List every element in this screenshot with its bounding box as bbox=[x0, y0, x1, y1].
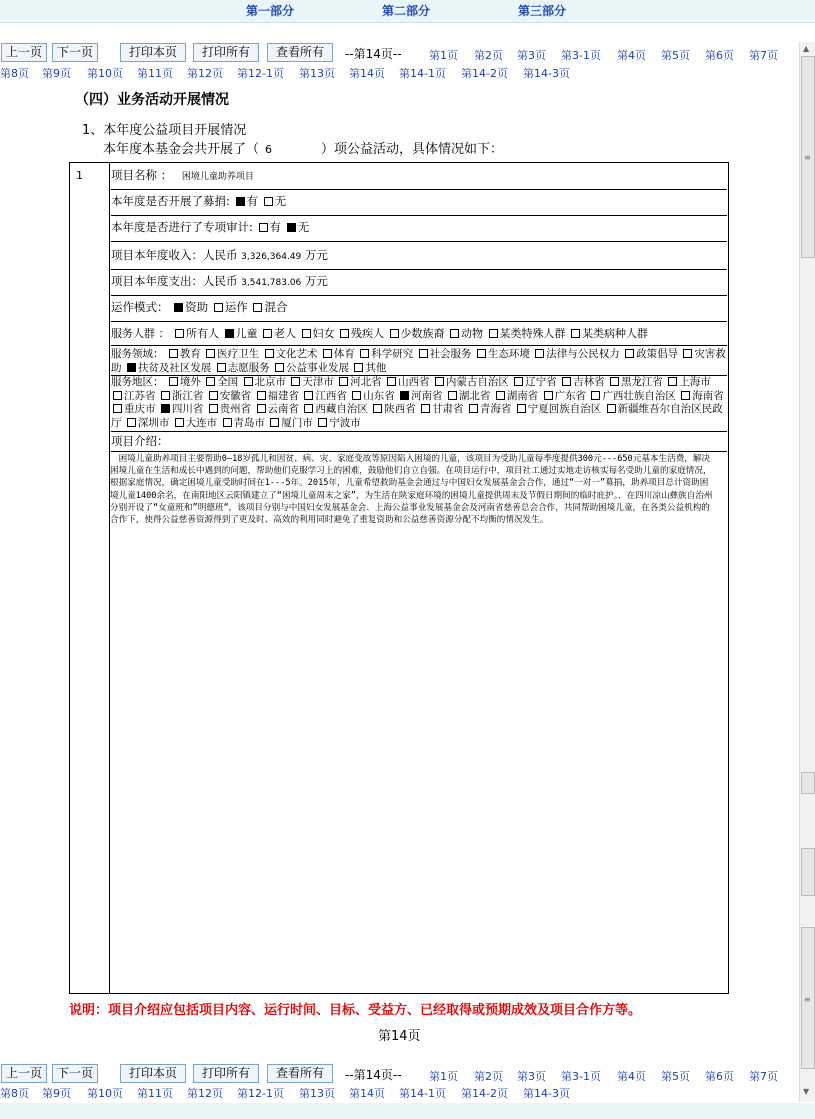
region-option: 吉林省 bbox=[573, 376, 605, 388]
region-option: 大连市 bbox=[185, 416, 218, 429]
next-page-button[interactable]: 下一页 bbox=[52, 43, 98, 62]
checkbox-empty-icon bbox=[352, 391, 361, 400]
page-link[interactable]: 第3-1页 bbox=[561, 1070, 601, 1083]
checkbox-empty-icon bbox=[681, 391, 690, 400]
page-link[interactable]: 第6页 bbox=[705, 1070, 734, 1083]
page-link[interactable]: 第14-2页 bbox=[461, 1087, 508, 1100]
checkbox-empty-icon bbox=[562, 377, 571, 386]
checkbox-empty-icon bbox=[209, 404, 218, 413]
checkbox-checked-icon bbox=[174, 303, 183, 312]
region-option: 浙江省 bbox=[171, 389, 204, 402]
field-option: 灾害救助 bbox=[111, 348, 726, 374]
crowd-option: 某类特殊人群 bbox=[499, 327, 566, 340]
project-name-label: 项目名称 ： bbox=[111, 168, 173, 182]
checkbox-empty-icon bbox=[477, 349, 486, 358]
checkbox-empty-icon bbox=[360, 349, 369, 358]
checkbox-empty-icon bbox=[450, 329, 459, 338]
checkbox-empty-icon bbox=[259, 223, 268, 232]
page-link[interactable]: 第3页 bbox=[517, 49, 546, 62]
checkbox-empty-icon bbox=[421, 404, 430, 413]
checkbox-empty-icon bbox=[607, 404, 616, 413]
checkbox-empty-icon bbox=[390, 329, 399, 338]
checkbox-empty-icon bbox=[113, 404, 122, 413]
regions-label: 服务地区： bbox=[111, 376, 164, 388]
checkbox-checked-icon bbox=[400, 391, 409, 400]
page-link[interactable]: 第12-1页 bbox=[237, 67, 284, 80]
region-option: 山东省 bbox=[363, 389, 395, 402]
yes-label: 有 bbox=[246, 194, 259, 208]
region-option: 湖南省 bbox=[506, 389, 539, 402]
checkbox-checked-icon bbox=[161, 404, 170, 413]
current-page-indicator: --第14页-- bbox=[345, 1068, 402, 1082]
region-option: 福建省 bbox=[267, 389, 300, 402]
expense-unit: 万元 bbox=[304, 274, 328, 288]
region-option: 辽宁省 bbox=[525, 376, 557, 388]
page-link[interactable]: 第9页 bbox=[42, 67, 71, 80]
field-option: 体育 bbox=[333, 348, 355, 360]
page-link[interactable]: 第2页 bbox=[474, 1070, 503, 1083]
bottom-bar bbox=[0, 1103, 815, 1119]
checkbox-empty-icon bbox=[340, 329, 349, 338]
checkbox-checked-icon bbox=[127, 363, 136, 372]
region-option: 上海市 bbox=[679, 376, 711, 388]
checkbox-empty-icon bbox=[435, 377, 444, 386]
region-option: 四川省 bbox=[171, 403, 204, 415]
page-link[interactable]: 第1页 bbox=[429, 49, 458, 62]
activity-count-line bbox=[103, 138, 503, 157]
prev-page-button[interactable]: 上一页 bbox=[1, 1064, 47, 1083]
page-link[interactable]: 第8页 bbox=[0, 67, 29, 80]
region-option: 全国 bbox=[217, 376, 239, 388]
project-table bbox=[69, 162, 729, 994]
view-all-button[interactable]: 查看所有 bbox=[267, 1064, 333, 1083]
checkbox-empty-icon bbox=[265, 349, 274, 358]
checkbox-empty-icon bbox=[489, 329, 498, 338]
checkbox-empty-icon bbox=[419, 349, 428, 358]
crowd-option: 妇女 bbox=[312, 327, 335, 340]
bottom-pagination-row2 bbox=[0, 1085, 800, 1101]
current-page-indicator: --第14页-- bbox=[345, 47, 402, 61]
field-option: 法律与公民权力 bbox=[546, 348, 620, 360]
region-option: 海南省 bbox=[692, 389, 724, 402]
page-link[interactable]: 第9页 bbox=[42, 1087, 71, 1100]
checkbox-empty-icon bbox=[544, 391, 553, 400]
scrollbar-thumb[interactable]: ≡ bbox=[801, 927, 815, 1069]
expense-row bbox=[111, 273, 727, 296]
fundraise-label: 本年度是否开展了募捐: bbox=[111, 194, 230, 208]
crowd-label: 服务人群 ： bbox=[111, 327, 170, 340]
checkbox-empty-icon bbox=[535, 349, 544, 358]
view-all-button[interactable]: 查看所有 bbox=[267, 43, 333, 62]
checkbox-empty-icon bbox=[304, 404, 313, 413]
expense-value: 3,541,783.06 bbox=[241, 278, 302, 288]
checkbox-empty-icon bbox=[270, 418, 279, 427]
page-link[interactable]: 第3-1页 bbox=[561, 49, 601, 62]
regions-row bbox=[111, 376, 727, 432]
page-link[interactable]: 第5页 bbox=[661, 1070, 690, 1083]
page-link[interactable]: 第13页 bbox=[299, 67, 335, 80]
checkbox-empty-icon bbox=[127, 418, 136, 427]
page-link[interactable]: 第6页 bbox=[705, 49, 734, 62]
yes-label: 有 bbox=[269, 220, 282, 234]
checkbox-empty-icon bbox=[253, 303, 262, 312]
checkbox-empty-icon bbox=[206, 349, 215, 358]
checkbox-empty-icon bbox=[206, 377, 215, 386]
checkbox-empty-icon bbox=[175, 329, 184, 338]
field-option: 志愿服务 bbox=[227, 362, 270, 374]
region-option: 河南省 bbox=[411, 389, 443, 402]
region-option: 深圳市 bbox=[137, 416, 170, 429]
checkbox-empty-icon bbox=[668, 377, 677, 386]
region-option: 境外 bbox=[179, 376, 201, 388]
project-name-value: 困境儿童助养项目 bbox=[181, 172, 254, 182]
checkbox-empty-icon bbox=[517, 404, 526, 413]
field-option: 公益事业发展 bbox=[286, 362, 350, 374]
checkbox-empty-icon bbox=[625, 349, 634, 358]
page-link[interactable]: 第14页 bbox=[349, 1087, 385, 1100]
checkbox-empty-icon bbox=[571, 329, 580, 338]
crowd-option: 动物 bbox=[461, 327, 483, 340]
intro-label: 项目介绍： bbox=[111, 434, 169, 448]
checkbox-empty-icon bbox=[302, 329, 311, 338]
page-link[interactable]: 第2页 bbox=[474, 49, 503, 62]
next-page-button[interactable]: 下一页 bbox=[52, 1064, 98, 1083]
checkbox-empty-icon bbox=[209, 391, 218, 400]
page-link[interactable]: 第14页 bbox=[349, 67, 385, 80]
vertical-scrollbar[interactable] bbox=[799, 42, 815, 1102]
region-option: 黑龙江省 bbox=[620, 376, 663, 388]
scrollbar-thumb[interactable] bbox=[801, 848, 815, 896]
region-option: 山西省 bbox=[398, 376, 430, 388]
checkbox-empty-icon bbox=[264, 197, 273, 206]
region-option: 西藏自治区 bbox=[315, 403, 368, 415]
audit-row bbox=[111, 219, 727, 242]
checkbox-empty-icon bbox=[291, 377, 300, 386]
region-option: 内蒙古自治区 bbox=[445, 376, 509, 388]
page-link[interactable]: 第5页 bbox=[661, 49, 690, 62]
field-option: 医疗卫生 bbox=[217, 348, 260, 360]
top-nav-part1[interactable]: 第一部分 bbox=[246, 4, 295, 18]
field-option: 科学研究 bbox=[371, 348, 414, 360]
row-number: 1 bbox=[76, 169, 83, 182]
prev-page-button[interactable]: 上一页 bbox=[1, 43, 47, 62]
checkbox-empty-icon bbox=[387, 377, 396, 386]
checkbox-empty-icon bbox=[244, 377, 253, 386]
expense-label: 项目本年度支出：人民币 bbox=[111, 274, 238, 288]
checkbox-checked-icon bbox=[225, 329, 234, 338]
checkbox-empty-icon bbox=[169, 349, 178, 358]
fields-label: 服务领域： bbox=[111, 348, 164, 360]
page-link[interactable]: 第11页 bbox=[137, 67, 173, 80]
audit-label: 本年度是否进行了专项审计: bbox=[111, 220, 253, 234]
page-link[interactable]: 第12页 bbox=[187, 1087, 223, 1100]
print-all-button[interactable]: 打印所有 bbox=[193, 43, 259, 62]
mode-option: 资助 bbox=[185, 300, 209, 314]
region-option: 天津市 bbox=[302, 376, 334, 388]
crowd-option: 老人 bbox=[274, 327, 296, 340]
checkbox-empty-icon bbox=[263, 329, 272, 338]
checkbox-empty-icon bbox=[113, 391, 122, 400]
field-option: 生态环境 bbox=[487, 348, 530, 360]
crowd-option: 残疾人 bbox=[351, 327, 384, 340]
page-link[interactable]: 第13页 bbox=[299, 1087, 335, 1100]
checkbox-empty-icon bbox=[275, 363, 284, 372]
row-number-cell bbox=[70, 163, 110, 993]
region-option: 北京市 bbox=[254, 376, 287, 388]
checkbox-checked-icon bbox=[236, 197, 245, 206]
top-nav-part3[interactable]: 第三部分 bbox=[518, 4, 567, 18]
checkbox-empty-icon bbox=[257, 404, 266, 413]
top-pagination bbox=[0, 43, 800, 63]
crowd-option: 少数族裔 bbox=[400, 327, 445, 340]
field-option: 其他 bbox=[365, 362, 387, 374]
region-option: 安徽省 bbox=[219, 389, 252, 402]
intro-label-row bbox=[111, 433, 727, 451]
fields-row bbox=[111, 347, 727, 376]
checkbox-empty-icon bbox=[496, 391, 505, 400]
page-link[interactable]: 第12页 bbox=[187, 67, 223, 80]
mode-option: 运作 bbox=[224, 300, 248, 314]
section-title: （四）业务活动开展情况 bbox=[75, 92, 229, 108]
scrollbar-thumb[interactable]: ≡ bbox=[801, 56, 815, 258]
income-value: 3,326,364.49 bbox=[241, 252, 302, 262]
top-pagination-row2 bbox=[0, 65, 800, 85]
no-label: 无 bbox=[297, 220, 310, 234]
checkbox-empty-icon bbox=[318, 418, 327, 427]
field-option: 文化艺术 bbox=[275, 348, 318, 360]
page-link[interactable]: 第14-1页 bbox=[399, 1087, 446, 1100]
checkbox-empty-icon bbox=[373, 404, 382, 413]
print-all-button[interactable]: 打印所有 bbox=[193, 1064, 259, 1083]
page-link[interactable]: 第10页 bbox=[87, 1087, 123, 1100]
checkbox-empty-icon bbox=[683, 349, 692, 358]
activity-count-value: 6 bbox=[265, 143, 273, 156]
fundraise-row bbox=[111, 193, 727, 216]
checkbox-empty-icon bbox=[339, 377, 348, 386]
activity-count-prefix: 本年度本基金会共开展了（ bbox=[103, 142, 260, 157]
top-section-bar bbox=[0, 0, 815, 23]
checkbox-empty-icon bbox=[514, 377, 523, 386]
region-option: 新疆维吾尔自治区民政厅 bbox=[111, 403, 723, 429]
region-option: 湖北省 bbox=[458, 389, 491, 402]
crowd-row bbox=[111, 325, 727, 346]
checkbox-empty-icon bbox=[591, 391, 600, 400]
checkbox-empty-icon bbox=[161, 391, 170, 400]
region-option: 宁夏回族自治区 bbox=[527, 403, 602, 415]
page-link[interactable]: 第11页 bbox=[137, 1087, 173, 1100]
no-label: 无 bbox=[274, 194, 287, 208]
region-option: 江苏省 bbox=[124, 389, 156, 402]
page-link[interactable]: 第14-2页 bbox=[461, 67, 508, 80]
income-unit: 万元 bbox=[304, 248, 328, 262]
crowd-option: 所有人 bbox=[186, 327, 219, 340]
page-link[interactable]: 第4页 bbox=[617, 49, 646, 62]
field-option: 教育 bbox=[179, 348, 201, 360]
checkbox-empty-icon bbox=[469, 404, 478, 413]
page-link[interactable]: 第10页 bbox=[87, 67, 123, 80]
project-intro-text: 困境儿童助养项目主要帮助0—18岁孤儿和因贫、病、灾、家庭变故等原因陷入困境的儿童，该项目为受助儿童每季度提供300元---650元基本生活费，解决困境儿童在生活和成长中遇到的问题，帮助他们克服学习上的困难，鼓励他们自立自强。在项目运行中，项目社工通过实地走访核实每名受助儿童的家庭情况，根据家庭情况，确定困境儿童受助时间在1---5年。2015年，儿童希望救助基金会通过与中国妇女发展基金会合作，通过“一对一”募捐，助养项目总计资助困境儿童1400余名，在南阳地区云阳镇建立了“困境儿童周末之家”，为生活在陕家庭环境的困境儿童提供周末及节假日期间的临时庇护。．在四川凉山彝族自治州分别开设了“女童班和”明德班“，该项目分别与中国妇女发展基金会、上海公益事业发展基金会及河南省慈善总会合作，共同帮助困境儿童，在各类公益机构的合作下，使得公益慈善资源得到了更及时、高效的利用同时避免了重复资助和公益慈善资源分配不均衡的情况发生。 bbox=[110, 454, 713, 526]
checkbox-empty-icon bbox=[257, 391, 266, 400]
subsection-heading: 1、本年度公益项目开展情况 bbox=[82, 123, 247, 138]
project-name-row bbox=[111, 167, 727, 190]
region-option: 宁波市 bbox=[329, 416, 361, 429]
region-option: 江西省 bbox=[315, 389, 347, 402]
checkbox-empty-icon bbox=[214, 303, 223, 312]
page-number-label: 第14页 bbox=[378, 1029, 421, 1044]
page-link[interactable]: 第14-3页 bbox=[523, 1087, 570, 1100]
field-option: 扶贫及社区发展 bbox=[137, 362, 212, 374]
region-option: 厦门市 bbox=[281, 416, 313, 429]
intro-divider bbox=[111, 451, 727, 452]
mode-option: 混合 bbox=[264, 300, 288, 314]
page-link[interactable]: 第1页 bbox=[429, 1070, 458, 1083]
mode-label: 运作模式： bbox=[111, 300, 169, 314]
checkbox-empty-icon bbox=[223, 418, 232, 427]
region-option: 青岛市 bbox=[233, 416, 266, 429]
page-link[interactable]: 第7页 bbox=[749, 1070, 778, 1083]
region-option: 河北省 bbox=[350, 376, 382, 388]
page-link[interactable]: 第7页 bbox=[749, 49, 778, 62]
checkbox-empty-icon bbox=[304, 391, 313, 400]
crowd-option: 某类病种人群 bbox=[582, 327, 648, 340]
region-option: 青海省 bbox=[479, 403, 512, 415]
region-option: 云南省 bbox=[267, 403, 300, 415]
checkbox-empty-icon bbox=[217, 363, 226, 372]
region-option: 重庆市 bbox=[124, 403, 156, 415]
activity-count-suffix: ）项公益活动，具体情况如下： bbox=[321, 142, 504, 157]
checkbox-empty-icon bbox=[354, 363, 363, 372]
checkbox-empty-icon bbox=[610, 377, 619, 386]
region-option: 陕西省 bbox=[384, 403, 416, 415]
region-option: 贵州省 bbox=[219, 403, 252, 415]
income-label: 项目本年度收入：人民币 bbox=[111, 248, 238, 262]
top-nav-part2[interactable]: 第二部分 bbox=[382, 4, 431, 18]
print-page-button[interactable]: 打印本页 bbox=[120, 1064, 186, 1083]
page-link[interactable]: 第14-3页 bbox=[523, 67, 570, 80]
crowd-option: 儿童 bbox=[235, 327, 258, 340]
instruction-note: 说明：项目介绍应包括项目内容、运行时间、目标、受益方、已经取得或预期成效及项目合作方等。 bbox=[69, 1003, 642, 1018]
page-link[interactable]: 第3页 bbox=[517, 1070, 546, 1083]
mode-row bbox=[111, 299, 727, 322]
page-link[interactable]: 第12-1页 bbox=[237, 1087, 284, 1100]
page-link[interactable]: 第4页 bbox=[617, 1070, 646, 1083]
checkbox-empty-icon bbox=[323, 349, 332, 358]
field-option: 社会服务 bbox=[429, 348, 472, 360]
field-option: 政策倡导 bbox=[636, 348, 679, 360]
scrollbar-thumb[interactable] bbox=[801, 772, 815, 794]
bottom-pagination bbox=[0, 1064, 800, 1084]
page-link[interactable]: 第8页 bbox=[0, 1087, 29, 1100]
region-option: 广西壮族自治区 bbox=[602, 389, 676, 402]
page-link[interactable]: 第14-1页 bbox=[399, 67, 446, 80]
checkbox-checked-icon bbox=[287, 223, 296, 232]
scroll-up-arrow-icon[interactable]: ▲ bbox=[803, 44, 810, 53]
checkbox-empty-icon bbox=[175, 418, 184, 427]
print-page-button[interactable]: 打印本页 bbox=[120, 43, 186, 62]
income-row bbox=[111, 247, 727, 270]
checkbox-empty-icon bbox=[448, 391, 457, 400]
scroll-down-arrow-icon[interactable]: ▼ bbox=[803, 1087, 810, 1096]
region-option: 甘肃省 bbox=[432, 403, 464, 415]
region-option: 广东省 bbox=[554, 389, 587, 402]
checkbox-empty-icon bbox=[169, 377, 178, 386]
